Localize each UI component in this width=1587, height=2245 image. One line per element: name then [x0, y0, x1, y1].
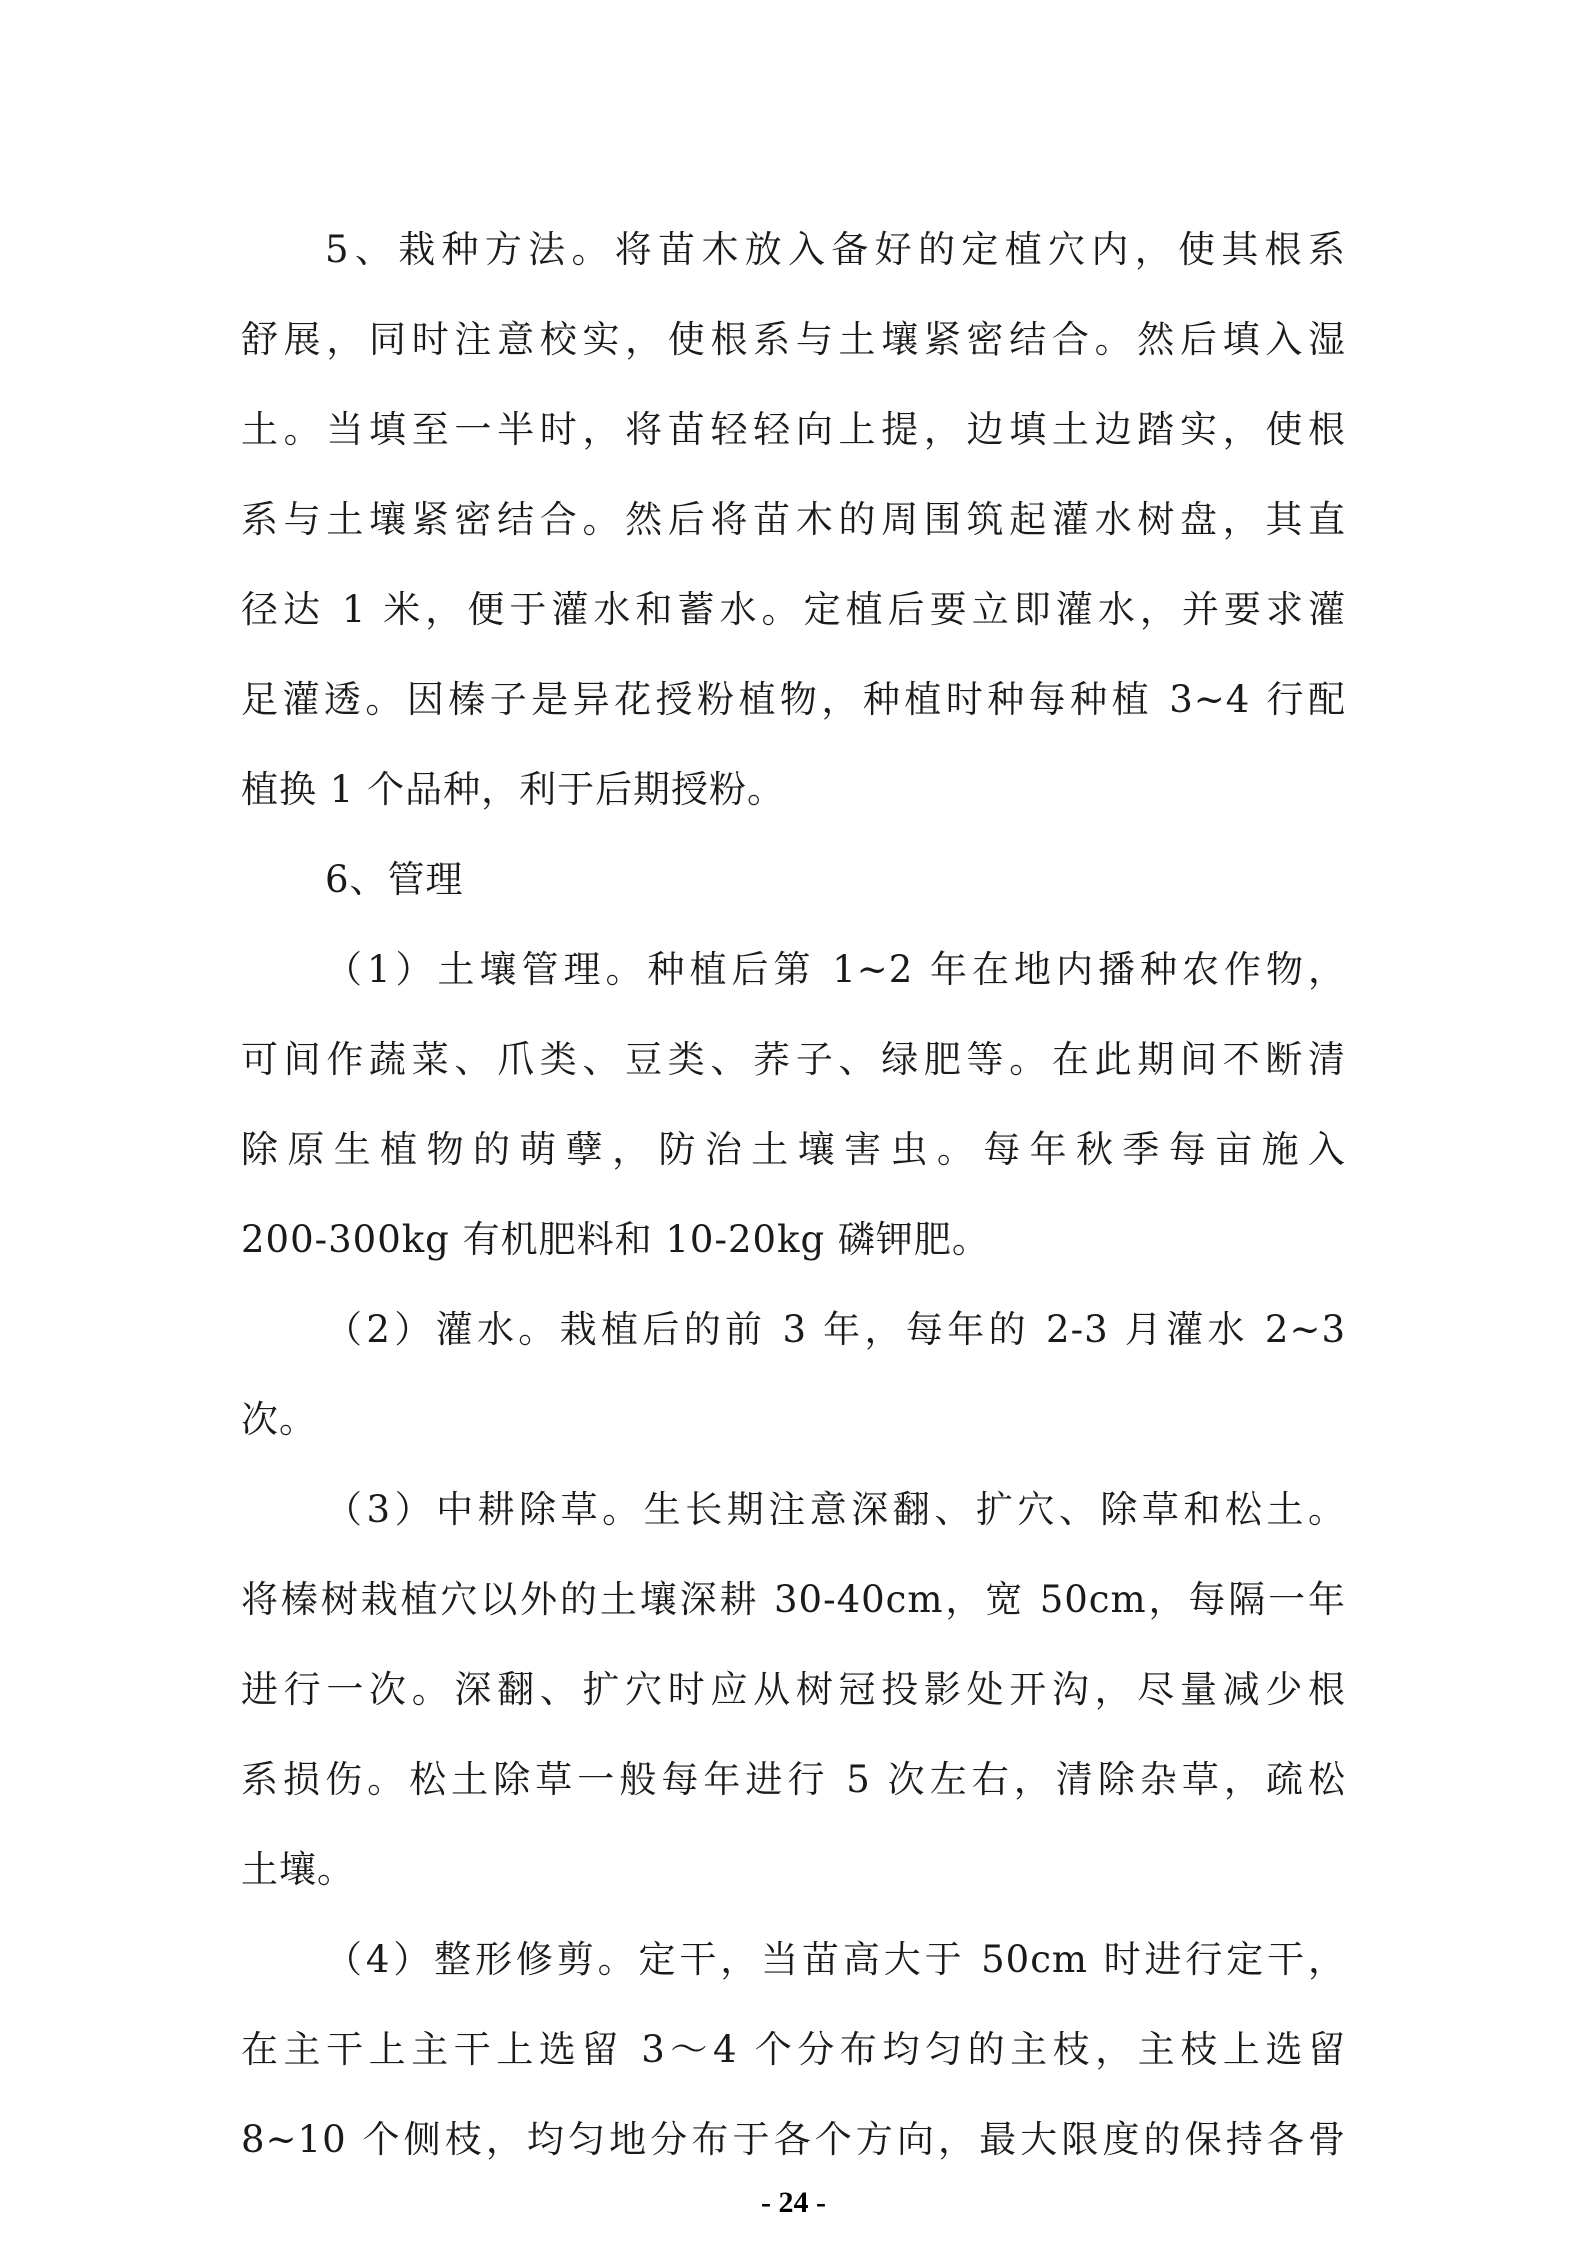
text-line: （4）整形修剪。定干，当苗高大于 50cm 时进行定干，	[325, 1938, 1346, 1981]
text-line: 足灌透。因榛子是异花授粉植物，种植时种每种植 3~4 行配	[241, 678, 1346, 721]
text-line: 200-300kg 有机肥料和 10-20kg 磷钾肥。	[241, 1218, 990, 1261]
text-line: 8~10 个侧枝，均匀地分布于各个方向，最大限度的保持各骨	[241, 2118, 1346, 2161]
text-line: 土。当填至一半时，将苗轻轻向上提，边填土边踏实，使根	[241, 408, 1346, 451]
text-line: 可间作蔬菜、爪类、豆类、荞子、绿肥等。在此期间不断清	[241, 1038, 1346, 1081]
text-line: 植换 1 个品种，利于后期授粉。	[241, 768, 786, 811]
text-line: 舒展，同时注意校实，使根系与土壤紧密结合。然后填入湿	[241, 318, 1346, 361]
text-line: 5、栽种方法。将苗木放入备好的定植穴内，使其根系	[325, 228, 1346, 271]
text-line: 次。	[241, 1398, 317, 1441]
text-line: （1）土壤管理。种植后第 1~2 年在地内播种农作物，	[325, 948, 1346, 991]
paragraph-irrigation	[241, 1285, 1346, 1465]
text-line: 土壤。	[241, 1848, 355, 1891]
text-line: 系损伤。松土除草一般每年进行 5 次左右，清除杂草，疏松	[241, 1758, 1346, 1801]
paragraph-soil-management	[241, 925, 1346, 1285]
section-heading: 6、管理	[325, 858, 464, 901]
section-heading-management	[241, 835, 1346, 925]
text-line: 除原生植物的萌孽，防治土壤害虫。每年秋季每亩施入	[241, 1128, 1346, 1171]
document-body	[241, 205, 1346, 2185]
text-line: 在主干上主干上选留 3～4 个分布均匀的主枝，主枝上选留	[241, 2028, 1346, 2071]
text-line: 系与土壤紧密结合。然后将苗木的周围筑起灌水树盘，其直	[241, 498, 1346, 541]
paragraph-weeding	[241, 1465, 1346, 1915]
text-line: （3）中耕除草。生长期注意深翻、扩穴、除草和松土。	[325, 1488, 1346, 1531]
paragraph-planting-method	[241, 205, 1346, 835]
text-line: 将榛树栽植穴以外的土壤深耕 30-40cm，宽 50cm，每隔一年	[241, 1578, 1346, 1621]
paragraph-pruning	[241, 1915, 1346, 2185]
text-line: 进行一次。深翻、扩穴时应从树冠投影处开沟，尽量减少根	[241, 1668, 1346, 1711]
text-line: 径达 1 米，便于灌水和蓄水。定植后要立即灌水，并要求灌	[241, 588, 1346, 631]
text-line: （2）灌水。栽植后的前 3 年，每年的 2-3 月灌水 2~3	[325, 1308, 1346, 1351]
page-number: - 24 -	[761, 2186, 826, 2219]
